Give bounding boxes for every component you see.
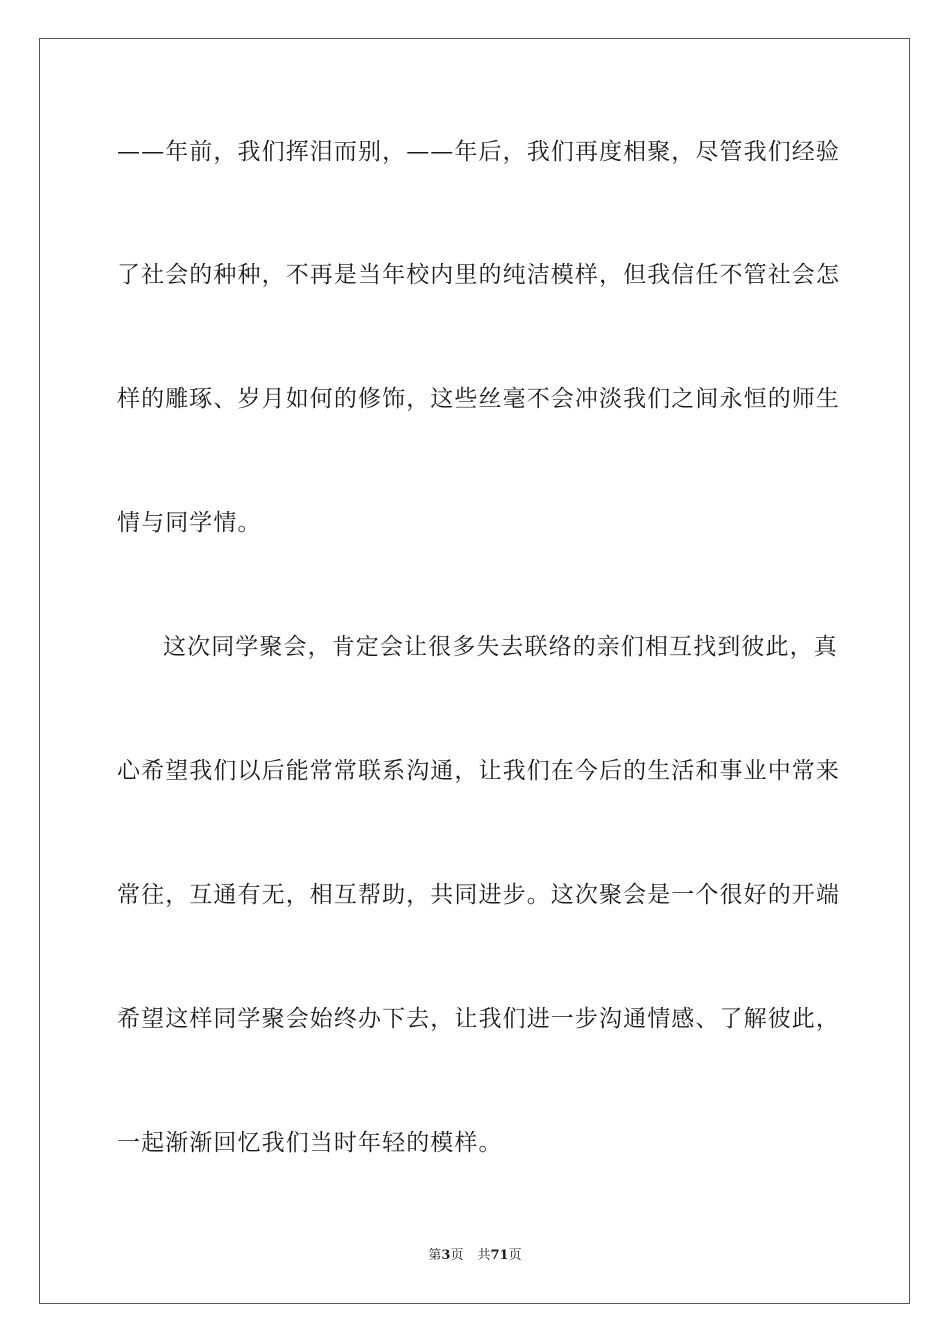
footer-total-suffix: 页 [508, 1248, 522, 1263]
body-line-5: 这次同学聚会，肯定会让很多失去联络的亲们相互找到彼此，真 [163, 634, 838, 660]
footer-page-suffix: 页 [450, 1248, 464, 1263]
body-line-4: 情与同学情。 [117, 510, 262, 536]
page-footer [0, 1247, 950, 1265]
body-line-1: ——年前，我们挥泪而别，——年后，我们再度相聚，尽管我们经验 [117, 139, 840, 165]
body-line-3: 样的雕琢、岁月如何的修饰，这些丝毫不会冲淡我们之间永恒的师生 [117, 386, 840, 412]
footer-page-prefix: 第 [428, 1248, 442, 1263]
page-border [39, 38, 910, 1304]
body-line-9: 一起渐渐回忆我们当时年轻的模样。 [117, 1130, 503, 1156]
footer-total-pages: 71 [490, 1248, 509, 1263]
body-line-6: 心希望我们以后能常常联系沟通，让我们在今后的生活和事业中常来 [117, 758, 840, 784]
footer-total-prefix: 共 [477, 1248, 491, 1263]
body-line-7: 常往，互通有无，相互帮助，共同进步。这次聚会是一个很好的开端 [117, 882, 840, 908]
body-line-2: 了社会的种种，不再是当年校内里的纯洁模样，但我信任不管社会怎 [117, 262, 840, 288]
footer-page-number: 3 [441, 1248, 451, 1263]
body-line-8: 希望这样同学聚会始终办下去，让我们进一步沟通情感、了解彼此， [117, 1006, 840, 1032]
